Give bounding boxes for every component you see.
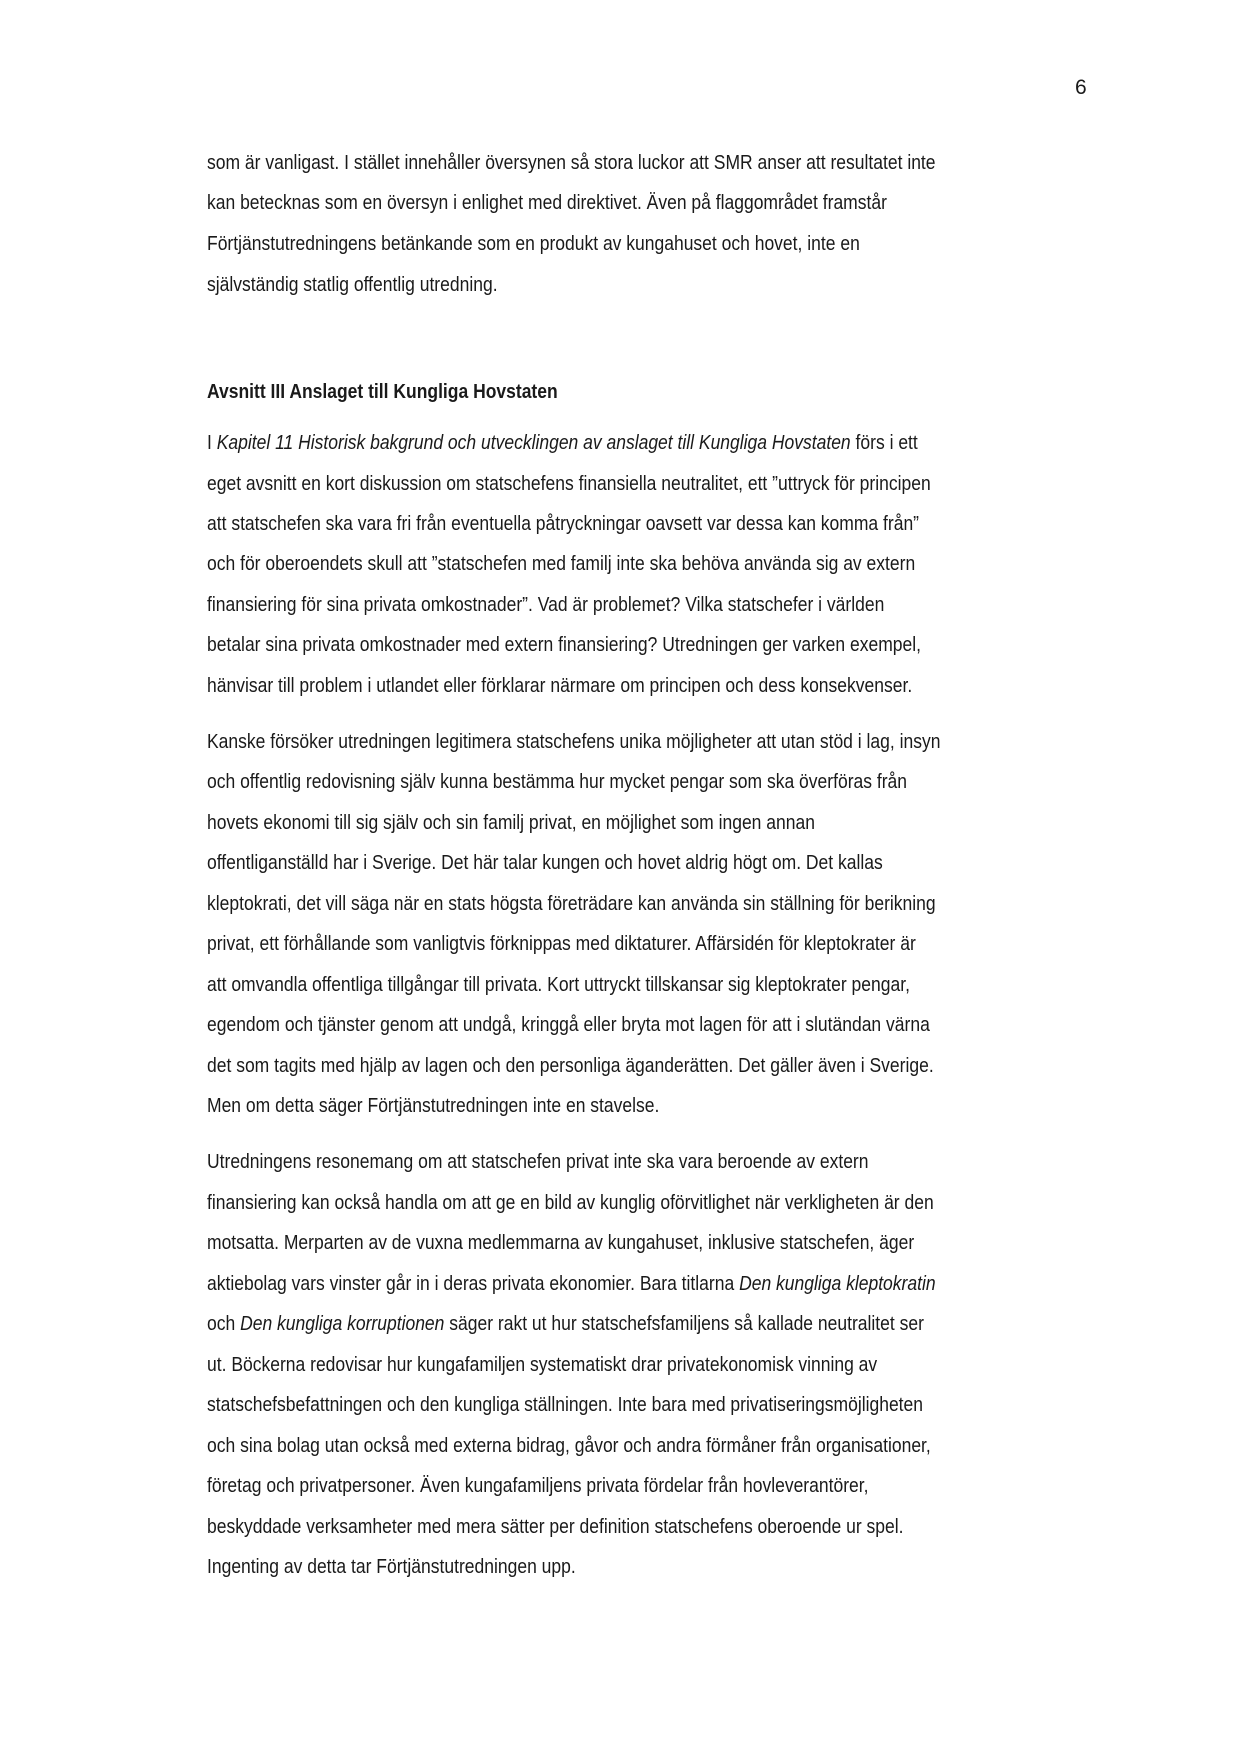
text-line: som är vanligast. I stället innehåller översynen så stora luckor att SMR anser att resultatet inte xyxy=(207,152,936,174)
text-line: kan betecknas som en översyn i enlighet med direktivet. Även på flaggområdet framstår xyxy=(207,192,887,214)
text-line: hovets ekonomi till sig själv och sin familj privat, en möjlighet som ingen annan xyxy=(207,812,815,834)
book-title-italic: Den kungliga kleptokratin xyxy=(739,1273,936,1295)
text-line: ut. Böckerna redovisar hur kungafamiljen systematiskt drar privatekonomisk vinning av xyxy=(207,1354,878,1376)
book-title-italic: Den kungliga korruptionen xyxy=(240,1313,445,1335)
text-line: statschefsbefattningen och den kungliga ställningen. Inte bara med privatiseringsmöjligheten xyxy=(207,1394,924,1416)
text-line: och offentlig redovisning själv kunna bestämma hur mycket pengar som ska överföras från xyxy=(207,771,908,793)
text-line: företag och privatpersoner. Även kungafamiljens privata fördelar från hovleverantörer, xyxy=(207,1475,869,1497)
text-line: egendom och tjänster genom att undgå, kringgå eller bryta mot lagen för att i slutändan värna xyxy=(207,1014,930,1036)
text-line: Utredningens resonemang om att statschefen privat inte ska vara beroende av extern xyxy=(207,1151,869,1173)
text-line: finansiering kan också handla om att ge en bild av kunglig oförvitlighet när verkligheten är den xyxy=(207,1192,934,1214)
text-line: självständig statlig offentlig utredning. xyxy=(207,274,498,296)
text-line: hänvisar till problem i utlandet eller förklarar närmare om principen och dess konsekvenser. xyxy=(207,675,913,697)
chapter-title-italic: Kapitel 11 Historisk bakgrund och utvecklingen av anslaget till Kungliga Hovstaten xyxy=(216,432,851,454)
section-heading: Avsnitt III Anslaget till Kungliga Hovstaten xyxy=(207,381,558,403)
text-line: att omvandla offentliga tillgångar till privata. Kort uttryckt tillskansar sig kleptokrater pengar, xyxy=(207,974,910,996)
text-line: eget avsnitt en kort diskussion om statschefens finansiella neutralitet, ett ”uttryck för principen xyxy=(207,473,931,495)
text-line: privat, ett förhållande som vanligtvis förknippas med diktaturer. Affärsidén för kleptokrater är xyxy=(207,933,916,955)
text-line xyxy=(207,1272,936,1296)
text-line: Förtjänstutredningens betänkande som en produkt av kungahuset och hovet, inte en xyxy=(207,233,860,255)
text-line: och sina bolag utan också med externa bidrag, gåvor och andra förmåner från organisationer, xyxy=(207,1435,931,1457)
text-line: Ingenting av detta tar Förtjänstutredningen upp. xyxy=(207,1556,576,1578)
text-line: finansiering för sina privata omkostnader”. Vad är problemet? Vilka statschefer i världen xyxy=(207,594,885,616)
text-line: att statschefen ska vara fri från eventuella påtryckningar oavsett var dessa kan komma från” xyxy=(207,513,920,535)
text-line xyxy=(207,1312,924,1336)
text-line: det som tagits med hjälp av lagen och den personliga äganderätten. Det gäller även i Sverige. xyxy=(207,1055,934,1077)
text-line: betalar sina privata omkostnader med extern finansiering? Utredningen ger varken exempel, xyxy=(207,634,922,656)
text-line: beskyddade verksamheter med mera sätter per definition statschefens oberoende ur spel. xyxy=(207,1516,904,1538)
text-line: och för oberoendets skull att ”statschefen med familj inte ska behöva använda sig av extern xyxy=(207,553,916,575)
text-line: kleptokrati, det vill säga när en stats högsta företrädare kan använda sin ställning för berikning xyxy=(207,893,936,915)
text-line: motsatta. Merparten av de vuxna medlemmarna av kungahuset, inklusive statschefen, äger xyxy=(207,1232,915,1254)
text-run: aktiebolag vars vinster går in i deras privata ekonomier. Bara titlarna xyxy=(207,1273,740,1295)
text-run: förs i ett xyxy=(850,432,918,454)
text-run: och xyxy=(207,1313,241,1335)
text-line: offentliganställd har i Sverige. Det här talar kungen och hovet aldrig högt om. Det kallas xyxy=(207,852,883,874)
page-number: 6 xyxy=(1075,76,1087,99)
text-line: Kanske försöker utredningen legitimera statschefens unika möjligheter att utan stöd i lag, insyn xyxy=(207,731,941,753)
text-run: I xyxy=(207,432,217,454)
text-line: Men om detta säger Förtjänstutredningen inte en stavelse. xyxy=(207,1095,660,1117)
text-run: säger rakt ut hur statschefsfamiljens så kallade neutralitet ser xyxy=(444,1313,924,1335)
text-line xyxy=(207,431,918,455)
